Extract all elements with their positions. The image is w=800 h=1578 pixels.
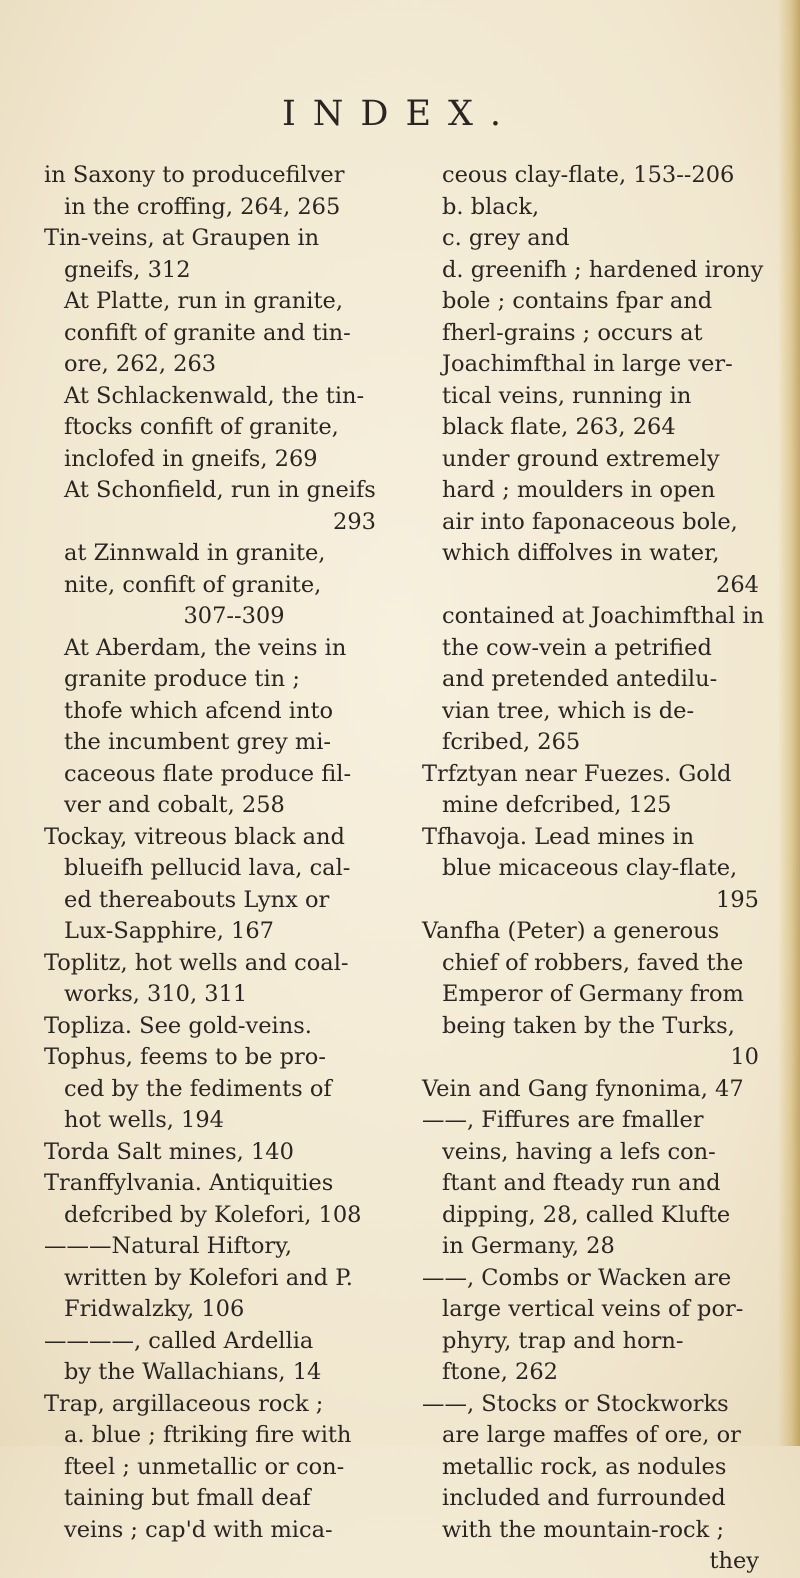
index-line: ed thereabouts Lynx or — [64, 886, 330, 913]
index-line: hard ; moulders in open — [442, 477, 716, 503]
index-line: metallic rock, as nodules — [442, 1453, 727, 1480]
index-line: ver and cobalt, 258 — [64, 792, 285, 818]
index-line: which diffolves in water, — [442, 540, 720, 566]
index-line: taining but fmall deaf — [64, 1485, 311, 1511]
index-line: Emperor of Germany from — [442, 981, 744, 1007]
index-line: caceous flate produce fil- — [64, 760, 352, 787]
index-line: being taken by the Turks, — [442, 1012, 735, 1039]
index-line: b. black, — [442, 193, 540, 220]
index-line: hot wells, 194 — [64, 1107, 224, 1133]
index-line: with the mountain-rock ; — [442, 1516, 725, 1543]
index-entry: ———Natural Hiftory, — [44, 1233, 293, 1259]
index-line: veins ; cap'd with mica- — [64, 1516, 333, 1543]
index-entry: Tranffylvania. Antiquities — [44, 1170, 334, 1196]
index-line: Joachimfthal in large ver- — [442, 351, 733, 377]
index-line: and pretended antedilu- — [442, 666, 718, 692]
index-line: vian tree, which is de- — [442, 697, 695, 724]
index-line: mine defcribed, 125 — [442, 792, 672, 818]
index-line: d. greenifh ; hardened irony — [442, 256, 764, 283]
index-line: ftocks confift of granite, — [64, 414, 339, 440]
index-line: large vertical veins of por- — [442, 1296, 744, 1322]
index-line: 10 — [730, 1044, 759, 1070]
index-entry: ——, Combs or Wacken are — [422, 1264, 732, 1291]
index-line: air into faponaceous bole, — [442, 508, 738, 535]
index-line: ced by the fediments of — [64, 1075, 332, 1102]
index-line: c. grey and — [442, 225, 570, 251]
index-entry: Toplitz, hot wells and coal- — [44, 949, 349, 976]
index-line: thofe which afcend into — [64, 697, 334, 724]
index-line: At Platte, run in granite, — [64, 288, 343, 314]
index-entry: Trap, argillaceous rock ; — [44, 1390, 324, 1417]
index-line: under ground extremely — [442, 445, 720, 472]
index-line: Lux-Sapphire, 167 — [64, 918, 274, 944]
index-column-left — [44, 160, 384, 1546]
index-line: ore, 262, 263 — [64, 351, 217, 377]
index-line: At Schlackenwald, the tin- — [64, 382, 365, 409]
index-entry: Vein and Gang fynonima, 47 — [422, 1075, 744, 1102]
index-line: in Saxony to producefilver — [44, 162, 345, 188]
page-header: INDEX. — [281, 94, 519, 134]
index-entry: Tfhavoja. Lead mines in — [422, 823, 695, 850]
index-line: blueifh pellucid lava, cal- — [64, 855, 351, 881]
index-entry: Tin-veins, at Graupen in — [44, 225, 320, 251]
index-line: by the Wallachians, 14 — [64, 1359, 322, 1385]
index-line: works, 310, 311 — [64, 981, 248, 1007]
index-line: are large maffes of ore, or — [442, 1422, 741, 1448]
index-line: granite produce tin ; — [64, 666, 300, 692]
index-line: fteel ; unmetallic or con- — [64, 1453, 345, 1480]
index-entry: ——, Stocks or Stockworks — [422, 1390, 729, 1417]
index-line: ceous clay-flate, 153--206 — [442, 162, 735, 188]
index-line: 307--309 — [183, 603, 285, 629]
index-line: contained at Joachimfthal in — [442, 603, 765, 629]
index-entry: Vanfha (Peter) a generous — [422, 918, 720, 944]
index-line: At Schonfield, run in gneifs — [64, 477, 376, 503]
index-entry: ——, Fiffures are fmaller — [422, 1107, 704, 1133]
index-entry: ————, called Ardellia — [44, 1327, 314, 1354]
index-line: 293 — [333, 508, 376, 535]
index-line: gneifs, 312 — [64, 256, 191, 283]
index-line: defcribed by Kolefori, 108 — [64, 1201, 362, 1228]
index-line: fherl-grains ; occurs at — [442, 319, 703, 346]
index-line: bole ; contains fpar and — [442, 288, 713, 314]
index-line: ftant and fteady run and — [442, 1170, 721, 1196]
index-line: written by Kolefori and P. — [64, 1264, 353, 1291]
index-line: veins, having a lefs con- — [442, 1138, 716, 1165]
index-entry: Tophus, feems to be pro- — [44, 1044, 326, 1070]
index-line: in Germany, 28 — [442, 1233, 615, 1259]
index-line: nite, confift of granite, — [64, 571, 322, 598]
index-entry: Topliza. See gold-veins. — [44, 1012, 312, 1039]
index-line: 195 — [716, 886, 759, 913]
index-line: the incumbent grey mi- — [64, 729, 331, 755]
index-line: phyry, trap and horn- — [442, 1327, 684, 1354]
index-column-right — [422, 160, 767, 1578]
index-line: chief of robbers, faved the — [442, 949, 744, 976]
index-line: dipping, 28, called Klufte — [442, 1201, 731, 1228]
index-line: at Zinnwald in granite, — [64, 540, 326, 566]
index-line: included and furrounded — [442, 1485, 726, 1511]
index-line: blue micaceous clay-flate, — [442, 855, 738, 881]
index-line: inclofed in gneifs, 269 — [64, 445, 318, 472]
catchword: they — [709, 1548, 759, 1574]
index-entry: Torda Salt mines, 140 — [44, 1138, 294, 1165]
index-line: tical veins, running in — [442, 382, 692, 409]
index-line: in the croffing, 264, 265 — [64, 193, 341, 220]
index-entry: Trfztyan near Fuezes. Gold — [422, 760, 732, 787]
index-line: confift of granite and tin- — [64, 319, 351, 346]
index-line: fcribed, 265 — [442, 729, 581, 755]
page-edge-gilt — [778, 0, 800, 1446]
index-line: a. blue ; ftriking fire with — [64, 1422, 352, 1448]
index-line: Fridwalzky, 106 — [64, 1296, 245, 1322]
index-entry: Tockay, vitreous black and — [44, 823, 345, 850]
index-line: black flate, 263, 264 — [442, 414, 676, 440]
index-line: At Aberdam, the veins in — [64, 634, 347, 661]
index-line: 264 — [716, 571, 759, 598]
index-line: ftone, 262 — [442, 1359, 558, 1385]
index-line: the cow-vein a petrified — [442, 634, 712, 661]
